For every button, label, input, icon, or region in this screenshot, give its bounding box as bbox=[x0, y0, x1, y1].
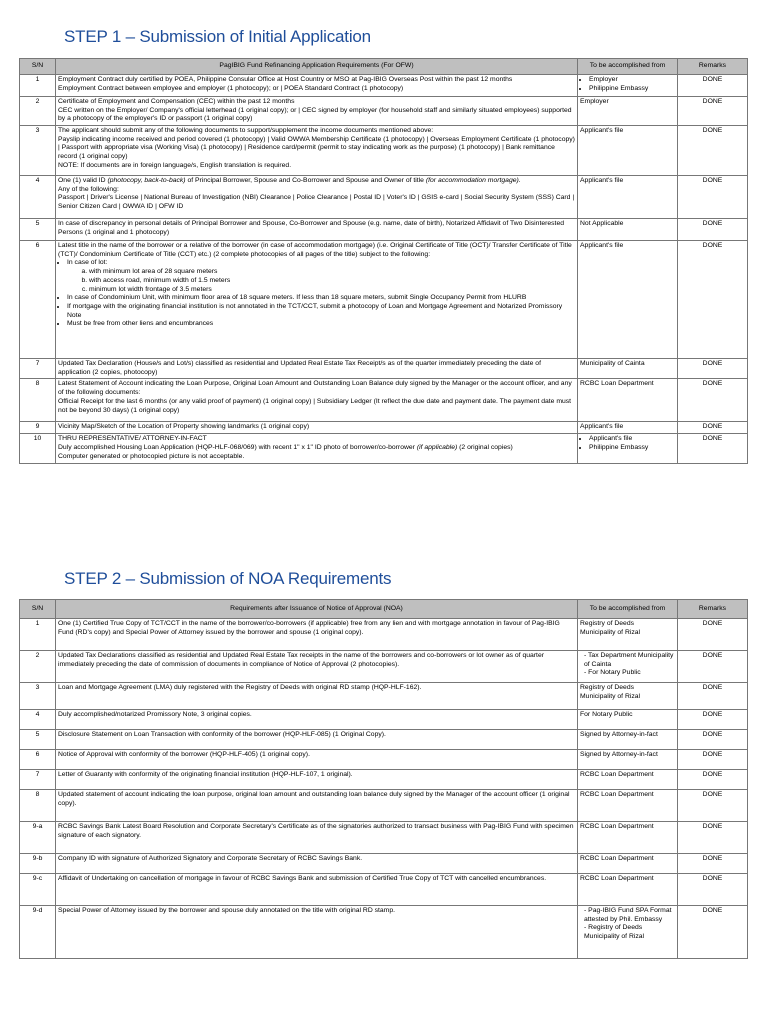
row-sn: 8 bbox=[20, 790, 56, 822]
row-sn: 1 bbox=[20, 619, 56, 651]
row-remarks: DONE bbox=[678, 176, 748, 219]
row-sn: 2 bbox=[20, 97, 56, 126]
header-remarks: Remarks bbox=[678, 59, 748, 75]
row-requirement: In case of discrepancy in personal details of Principal Borrower and Spouse, Co-Borrower and Spouse (e.g. name, date of birth), Notarized Affidavit of Two Disinterested Persons (1 original and 1 photocopy) bbox=[56, 219, 578, 241]
row-remarks: DONE bbox=[678, 434, 748, 464]
table-row bbox=[20, 359, 748, 379]
row-sn: 1 bbox=[20, 75, 56, 97]
row-from: • Applicant's file • Philippine Embassy bbox=[578, 434, 678, 464]
row-remarks: DONE bbox=[678, 874, 748, 906]
table-row bbox=[20, 683, 748, 710]
row-requirement: One (1) valid ID (photocopy, back-to-back) of Principal Borrower, Spouse and Co-Borrower and Spouse and Owner of title (for accommodation mortgage). Any of the following: Passport | Driver's License | National Bureau of Investigation (NBI) Clearance | Police Clearance | Postal ID | Voter's ID | GSIS e-card | Social Security System (SSS) Card | Senior Citizen Card | OWWA ID | OFW ID bbox=[56, 176, 578, 219]
row-from: RCBC Loan Department bbox=[578, 822, 678, 854]
row-remarks: DONE bbox=[678, 730, 748, 750]
row-sn: 4 bbox=[20, 710, 56, 730]
row-remarks: DONE bbox=[678, 619, 748, 651]
table-row bbox=[20, 75, 748, 97]
row-requirement: Updated Tax Declaration (House/s and Lot/s) classified as residential and Updated Real Estate Tax Receipt/s as of the quarter immediately preceding the date of application (2 copies, photocopy) bbox=[56, 359, 578, 379]
row-sn: 3 bbox=[20, 126, 56, 176]
row-requirement: Letter of Guaranty with conformity of the originating financial institution (HQP-HLF-107, 1 original). bbox=[56, 770, 578, 790]
table-row bbox=[20, 906, 748, 959]
row-sn: 9-b bbox=[20, 854, 56, 874]
row-requirement: Special Power of Attorney issued by the borrower and spouse duly annotated on the title with original RD stamp. bbox=[56, 906, 578, 959]
header-accomplished-from: To be accomplished from bbox=[578, 600, 678, 619]
row-sn: 9-c bbox=[20, 874, 56, 906]
row-remarks: DONE bbox=[678, 750, 748, 770]
row-sn: 2 bbox=[20, 651, 56, 683]
table-row bbox=[20, 619, 748, 651]
row-requirement: Updated Tax Declarations classified as residential and Updated Real Estate Tax receipts in the name of the borrowers and co-borrowers or lot owner as of quarter immediately preceding the date of commission of documents in compliance of Notice of Approval (2 photocopies). bbox=[56, 651, 578, 683]
row-sn: 6 bbox=[20, 241, 56, 359]
table-row bbox=[20, 422, 748, 434]
row-remarks: DONE bbox=[678, 790, 748, 822]
row-sn: 9-a bbox=[20, 822, 56, 854]
table-row bbox=[20, 750, 748, 770]
row-remarks: DONE bbox=[678, 219, 748, 241]
row-from: - Tax Department Municipality of Cainta - For Notary Public bbox=[578, 651, 678, 683]
row-from: For Notary Public bbox=[578, 710, 678, 730]
row-remarks: DONE bbox=[678, 683, 748, 710]
row-remarks: DONE bbox=[678, 379, 748, 422]
row-from: Registry of Deeds Municipality of Rizal bbox=[578, 683, 678, 710]
row-from: Signed by Attorney-in-fact bbox=[578, 730, 678, 750]
row-remarks: DONE bbox=[678, 854, 748, 874]
table-row bbox=[20, 854, 748, 874]
row-sn: 6 bbox=[20, 750, 56, 770]
row-requirement: Employment Contract duly certified by POEA, Philippine Consular Office at Host Country or MSO at Pag-IBIG Overseas Post within the past 12 months Employment Contract between employee and employer (1 photocopy); or | POEA Standard Contract (1 photocopy) bbox=[56, 75, 578, 97]
row-sn: 10 bbox=[20, 434, 56, 464]
row-requirement: Vicinity Map/Sketch of the Location of Property showing landmarks (1 original copy) bbox=[56, 422, 578, 434]
row-from: Applicant's file bbox=[578, 241, 678, 359]
row-from: Applicant's file bbox=[578, 176, 678, 219]
row-requirement: Disclosure Statement on Loan Transaction with conformity of the borrower (HQP-HLF-085) (1 Original Copy). bbox=[56, 730, 578, 750]
row-requirement: Notice of Approval with conformity of the borrower (HQP-HLF-405) (1 original copy). bbox=[56, 750, 578, 770]
row-sn: 9 bbox=[20, 422, 56, 434]
table-header-row bbox=[20, 59, 748, 75]
table-row bbox=[20, 379, 748, 422]
table-row bbox=[20, 651, 748, 683]
header-requirements: Requirements after Issuance of Notice of Approval (NOA) bbox=[56, 600, 578, 619]
header-requirements: PagIBIG Fund Refinancing Application Requirements (For OFW) bbox=[56, 59, 578, 75]
row-requirement: One (1) Certified True Copy of TCT/CCT in the name of the borrower/co-borrowers (if applicable) free from any lien and with mortgage annotation in favour of Pag-IBIG Fund (RD's copy) and Special Power of Attorney issued by the borrower and spouse (1 original copy). bbox=[56, 619, 578, 651]
row-sn: 7 bbox=[20, 770, 56, 790]
row-requirement: Updated statement of account indicating the loan purpose, original loan amount and outstanding loan balance duly signed by the Manager of the account officer (1 original copy). bbox=[56, 790, 578, 822]
row-remarks: DONE bbox=[678, 241, 748, 359]
row-from: Not Applicable bbox=[578, 219, 678, 241]
row-from: - Pag-IBIG Fund SPA Format attested by Phil. Embassy - Registry of Deeds Municipality of Rizal bbox=[578, 906, 678, 959]
header-sn: S/N bbox=[20, 600, 56, 619]
table-row bbox=[20, 874, 748, 906]
row-remarks: DONE bbox=[678, 651, 748, 683]
table-row bbox=[20, 176, 748, 219]
row-from: • Employer • Philippine Embassy bbox=[578, 75, 678, 97]
row-sn: 3 bbox=[20, 683, 56, 710]
row-from: RCBC Loan Department bbox=[578, 770, 678, 790]
header-accomplished-from: To be accomplished from bbox=[578, 59, 678, 75]
row-from: Signed by Attorney-in-fact bbox=[578, 750, 678, 770]
table-row bbox=[20, 126, 748, 176]
row-from: Applicant's file bbox=[578, 126, 678, 176]
row-from: Applicant's file bbox=[578, 422, 678, 434]
row-requirement: Loan and Mortgage Agreement (LMA) duly registered with the Registry of Deeds with original RD stamp (HQP-HLF-162). bbox=[56, 683, 578, 710]
row-remarks: DONE bbox=[678, 75, 748, 97]
row-sn: 8 bbox=[20, 379, 56, 422]
row-requirement: The applicant should submit any of the following documents to support/supplement the income documents mentioned above: Payslip indicating income received and period covered (1 photocopy) | Valid OWWA Membership Certificate (1 photocopy) | Overseas Employment Certificate (1 photocopy) | Passport with appropriate visa (Working Visa) (1 photocopy) | Residence card/permit (permit to stay indicating work as the purpose) (1 photocopy) | Bank remittance record (1 original copy) NOTE: If documents are in foreign language/s, English translation is required. bbox=[56, 126, 578, 176]
row-sn: 4 bbox=[20, 176, 56, 219]
table-row bbox=[20, 434, 748, 464]
row-remarks: DONE bbox=[678, 906, 748, 959]
row-sn: 9-d bbox=[20, 906, 56, 959]
row-requirement: Company ID with signature of Authorized Signatory and Corporate Secretary of RCBC Savings Bank. bbox=[56, 854, 578, 874]
row-remarks: DONE bbox=[678, 97, 748, 126]
table-header-row bbox=[20, 600, 748, 619]
row-remarks: DONE bbox=[678, 359, 748, 379]
row-from: RCBC Loan Department bbox=[578, 379, 678, 422]
table-row bbox=[20, 822, 748, 854]
row-sn: 5 bbox=[20, 219, 56, 241]
row-from: Registry of Deeds Municipality of Rizal bbox=[578, 619, 678, 651]
row-requirement: Latest title in the name of the borrower or a relative of the borrower (in case of accommodation mortgage) (i.e. Original Certificate of Title (OCT)/ Transfer Certificate of Title (TCT)/ Condominium Certificate of Title (CCT) etc.) (2 complete photocopies of all pages of the title) subject to the following: • In case of lot: a. with minimum lot area of 28 square meters b. with access road, minimum width of 1.5 meters c. minimum lot width frontage of 3.5 meters • In case of Condominium Unit, with minimum floor area of 18 square meters. If less than 18 square meters, submit Single Occupancy Permit from HLURB • If mortgage with the originating financial institution is not annotated in the TCT/CCT, submit a photocopy of Loan and Mortgage Agreement and Notarized Promissory Note • Must be free from other liens and encumbrances bbox=[56, 241, 578, 359]
step2-table bbox=[19, 599, 748, 959]
row-requirement: Duly accomplished/notarized Promissory Note, 3 original copies. bbox=[56, 710, 578, 730]
table-row bbox=[20, 219, 748, 241]
row-from: RCBC Loan Department bbox=[578, 790, 678, 822]
table-row bbox=[20, 97, 748, 126]
header-sn: S/N bbox=[20, 59, 56, 75]
row-requirement: Latest Statement of Account indicating the Loan Purpose, Original Loan Amount and Outstanding Loan Balance duly signed by the Manager or the account officer, and any of the following documents: Official Receipt for the last 6 months (or any valid proof of payment) (1 original copy) | Subsidiary Ledger (It reflect the due date and payment date. The payment date must not be beyond 30 days) (1 original copy) bbox=[56, 379, 578, 422]
step2-title: STEP 2 – Submission of NOA Requirements bbox=[64, 569, 392, 588]
row-requirement: Affidavit of Undertaking on cancellation of mortgage in favour of RCBC Savings Bank and submission of Certified True Copy of TCT with cancelled encumbrances. bbox=[56, 874, 578, 906]
header-remarks: Remarks bbox=[678, 600, 748, 619]
row-from: RCBC Loan Department bbox=[578, 874, 678, 906]
row-from: Employer bbox=[578, 97, 678, 126]
row-remarks: DONE bbox=[678, 770, 748, 790]
table-row bbox=[20, 241, 748, 359]
step1-table bbox=[19, 58, 748, 464]
row-requirement: THRU REPRESENTATIVE/ ATTORNEY-IN-FACT Duly accomplished Housing Loan Application (HQP-HLF-068/069) with recent 1" x 1" ID photo of borrower/co-borrower (if applicable) (2 original copies) Computer generated or photocopied picture is not acceptable. bbox=[56, 434, 578, 464]
table-row bbox=[20, 790, 748, 822]
row-remarks: DONE bbox=[678, 422, 748, 434]
step1-title: STEP 1 – Submission of Initial Application bbox=[64, 27, 371, 46]
row-remarks: DONE bbox=[678, 710, 748, 730]
table-row bbox=[20, 730, 748, 750]
row-remarks: DONE bbox=[678, 126, 748, 176]
row-from: RCBC Loan Department bbox=[578, 854, 678, 874]
row-remarks: DONE bbox=[678, 822, 748, 854]
row-requirement: Certificate of Employment and Compensation (CEC) within the past 12 months CEC written on the Employer/ Company's official letterhead (1 original copy); or | CEC signed by employer (for household staff and similarly situated employees) supported by a photocopy of the employer's ID or passport (1 original copy) bbox=[56, 97, 578, 126]
table-row bbox=[20, 710, 748, 730]
table-row bbox=[20, 770, 748, 790]
row-from: Municipality of Cainta bbox=[578, 359, 678, 379]
row-sn: 7 bbox=[20, 359, 56, 379]
row-requirement: RCBC Savings Bank Latest Board Resolution and Corporate Secretary's Certificate as of the signatories authorized to transact business with Pag-IBIG Fund with specimen signature of each signatory. bbox=[56, 822, 578, 854]
row-sn: 5 bbox=[20, 730, 56, 750]
